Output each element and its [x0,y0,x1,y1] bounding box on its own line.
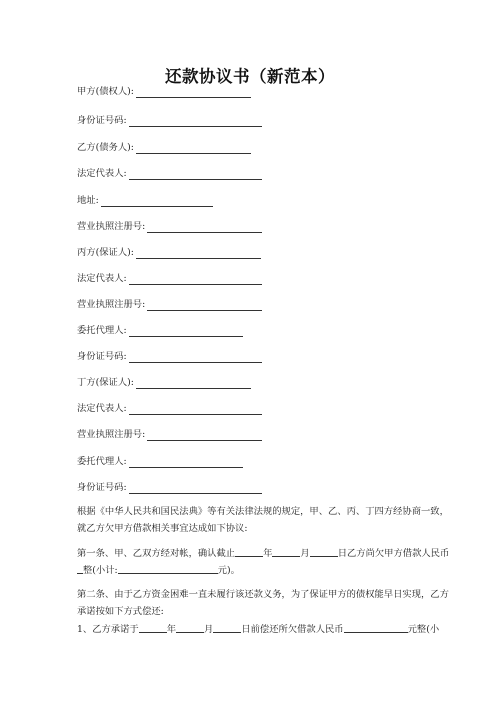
article-2-line-2: 承诺按如下方式偿还: [77,606,164,617]
item-1-text-b: 日前偿还所欠借款人民币 [241,624,344,635]
item-1-paragraph [77,621,440,638]
item-1-line-1 [77,621,440,638]
field-row [77,115,262,127]
article-1-text-month: 月 [300,548,310,559]
field-blank[interactable] [129,326,243,337]
field-label: 委托代理人: [77,456,127,467]
field-blank[interactable] [129,274,262,285]
field-blank[interactable] [129,116,262,127]
field-blank[interactable] [136,248,261,259]
field-row [77,168,262,180]
article-1-text-b: 日乙方尚欠甲方借款人民币 [337,548,450,559]
field-row [77,351,262,363]
field-row [77,221,262,233]
field-row [77,429,262,441]
field-label: 法定代表人: [77,168,127,179]
article-2-paragraph [77,586,449,620]
item-1-text-a: 1、乙方承诺于 [77,624,139,635]
field-row [77,142,251,154]
intro-line-1: 根据《中华人民共和国民法典》等有关法律法规的规定，甲、乙、丙、丁四方经协商一致， [77,506,449,517]
field-label: 法定代表人: [77,403,127,414]
field-blank[interactable] [129,352,262,363]
field-row [77,456,243,468]
field-row [77,195,213,207]
field-blank[interactable] [136,378,251,389]
field-blank[interactable] [147,300,262,311]
article-1-paragraph [77,545,450,579]
field-row [77,482,262,494]
field-row [77,299,262,311]
field-row [77,247,261,259]
item-amount-blank[interactable] [344,622,408,633]
field-row [77,273,262,285]
day-blank[interactable] [310,546,338,557]
field-blank[interactable] [129,169,262,180]
item-day-blank[interactable] [213,622,241,633]
field-blank[interactable] [129,457,243,468]
field-label: 法定代表人: [77,273,127,284]
field-blank[interactable] [147,430,262,441]
item-year-blank[interactable] [139,622,167,633]
field-label: 身份证号码: [77,351,127,362]
field-row [77,377,251,389]
amount-total-blank[interactable] [118,563,218,574]
field-label: 身份证号码: [77,115,127,126]
field-blank[interactable] [147,222,262,233]
page-title: 还款协议书（新范本） [165,67,335,86]
article-1-text-year: 年 [263,548,273,559]
field-label: 营业执照注册号: [77,429,146,440]
field-label: 身份证号码: [77,482,127,493]
field-label: 乙方(债务人): [77,142,134,153]
item-1-text-month: 月 [204,624,214,635]
year-blank[interactable] [235,546,263,557]
article-1-line-2 [77,562,437,579]
article-2-line-1: 第二条、由于乙方资金困难一直未履行该还款义务，为了保证甲方的债权能早日实现，乙方 [77,589,449,600]
intro-paragraph [77,503,449,537]
field-row [77,325,243,337]
field-row [77,403,262,415]
item-1-text-year: 年 [166,624,177,635]
field-label: 丙方(保证人): [77,247,134,258]
article-1-text-c: 整(小计: [83,565,118,576]
field-label: 营业执照注册号: [77,221,146,232]
field-label: 丁方(保证人): [77,377,134,388]
month-blank[interactable] [272,546,300,557]
field-blank[interactable] [136,143,251,154]
article-1-text-a: 第一条、甲、乙双方经对帐，确认截止 [77,548,236,559]
article-1-text-d: 元)。 [217,565,240,576]
intro-line-2: 就乙方欠甲方借款相关事宜达成如下协议: [77,523,248,534]
field-label: 甲方(债权人): [77,86,134,97]
field-label: 营业执照注册号: [77,299,146,310]
field-blank[interactable] [129,483,262,494]
field-blank[interactable] [129,404,262,415]
item-month-blank[interactable] [176,622,204,633]
field-label: 地址: [77,195,99,206]
field-blank[interactable] [136,87,251,98]
field-label: 委托代理人: [77,325,127,336]
field-blank[interactable] [101,196,213,207]
item-1-text-c: 元整(小 [407,624,440,635]
article-1-line-1 [77,545,450,562]
field-row [77,86,251,98]
